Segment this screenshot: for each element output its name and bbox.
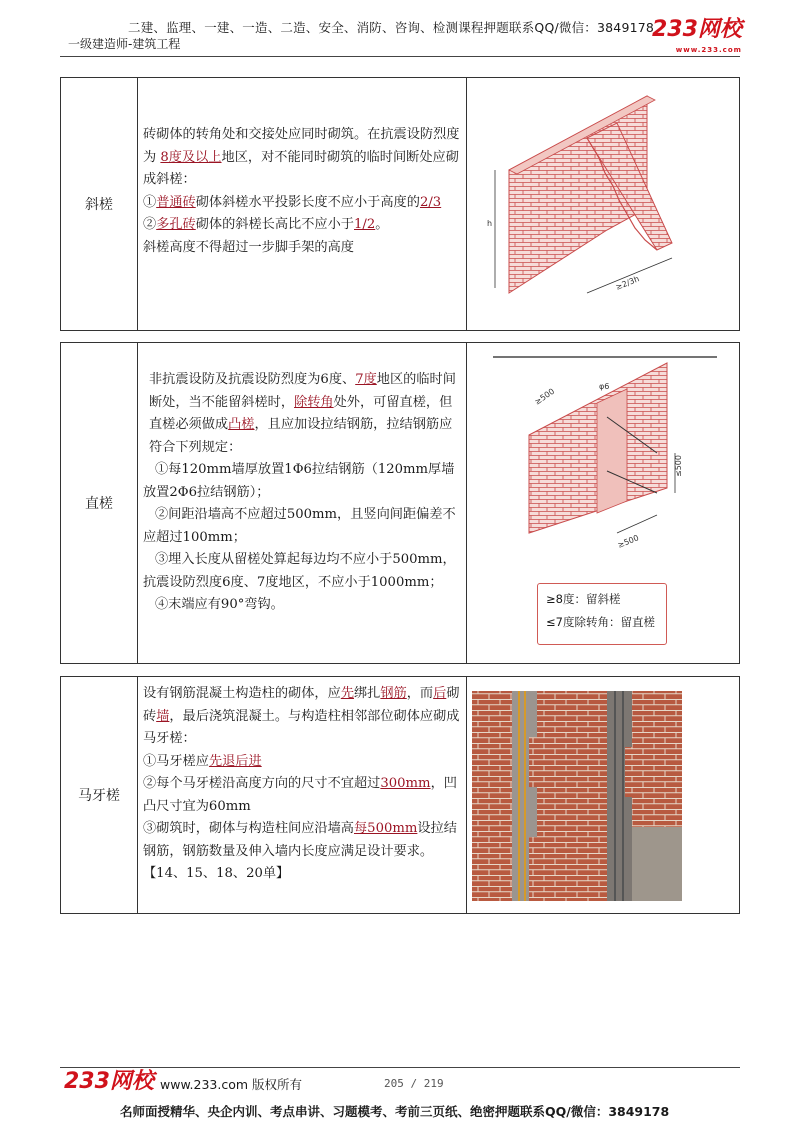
row-label: 直槎: [61, 343, 138, 663]
paragraph: [143, 683, 460, 751]
footer-site: www.233.com 版权所有: [160, 1077, 302, 1092]
text-run: 砖砌体的转角处和交接处应同时砌筑。在抗震设防烈度为: [143, 127, 460, 165]
paragraph: 斜槎高度不得超过一步脚手架的高度: [143, 239, 354, 255]
header-logo: [652, 17, 742, 60]
text-run: 设有钢筋混凝土构造柱的砌体，应: [143, 686, 341, 701]
highlight: 凸槎: [228, 417, 255, 432]
note-scroll: [537, 583, 667, 645]
text-run: 砌体的斜槎长高比不应小于: [195, 217, 354, 232]
paragraph: [143, 124, 460, 192]
page-number: 205 / 219: [384, 1077, 444, 1090]
row-label: 马牙槎: [61, 677, 138, 913]
table-row-xiecha: [60, 77, 740, 331]
highlight: 普通砖: [156, 194, 196, 210]
highlight: 每500mm: [354, 821, 418, 836]
row-text: [137, 343, 467, 663]
text-run: 处外，可留直槎，但直槎必须做成: [149, 394, 453, 432]
dim-side-label: ≤500: [674, 455, 683, 477]
highlight: 先: [340, 686, 354, 701]
header-subject: 一级建造师-建筑工程: [68, 37, 181, 51]
list-item: [143, 818, 460, 886]
list-item: ③埋入长度从留槎处算起每边均不应小于500mm，抗震设防烈度6度、7度地区，不应小于1000mm；: [143, 552, 456, 590]
text-run: 地区，对不能同时砌筑的临时间断处应砌成斜槎：: [143, 149, 459, 187]
note-line: ≤7度除转角：留直槎: [546, 615, 655, 629]
highlight: 墙: [156, 708, 170, 724]
list-item: [143, 751, 460, 774]
rebar-label: φ6: [599, 382, 610, 391]
footer-contact-line: 名师面授精华、央企内训、考点串讲、习题模考、考前三页纸、绝密押题联系QQ/微信：3849178: [120, 1104, 670, 1119]
row-label: 斜槎: [61, 78, 138, 330]
list-item: ②间距沿墙高不应超过500mm，且竖向间距偏差不应超过100mm；: [143, 507, 456, 545]
text-run: ①: [143, 194, 157, 210]
paragraph: [143, 369, 460, 459]
row-figure: [467, 78, 739, 330]
header-contact-line: 二建、监理、一建、一造、二造、安全、消防、咨询、检测课程押题联系QQ/微信：3849178: [128, 20, 655, 35]
highlight: 300mm: [380, 776, 431, 791]
list-item: [143, 214, 460, 237]
dim-h-label: h: [487, 219, 493, 228]
highlight: 2/3: [419, 194, 442, 210]
highlight: 后: [433, 686, 447, 701]
highlight: 先退后进: [208, 753, 262, 769]
list-item: ①每120mm墙厚放置1Φ6拉结钢筋（120mm厚墙放置2Φ6拉结钢筋）；: [143, 462, 455, 500]
text-run: 设拉结钢筋，钢筋数量及伸入墙内长度应满足设计要求。【14、15、18、20单】: [143, 821, 457, 881]
text-run: 地区的临时间断处，当不能留斜槎时，: [149, 372, 456, 410]
note-line: ≥8度：留斜槎: [546, 592, 621, 606]
dim-bottom-label: ≥500: [616, 533, 641, 550]
dim-top-label: ≥500: [532, 386, 557, 407]
header-logo-text: 233网校: [652, 17, 742, 42]
row-text: [137, 78, 467, 330]
row-figure: [467, 343, 739, 663]
list-item: ④末端应有90°弯钩。: [155, 597, 284, 612]
brick-toothing-diagram: [467, 343, 737, 573]
highlight: 1/2: [354, 217, 376, 232]
footer-divider: [60, 1067, 740, 1068]
header-divider: [60, 56, 740, 57]
list-item: [143, 192, 460, 215]
highlight: 8度及以上: [160, 149, 222, 165]
footer-logo: 233网校: [64, 1069, 154, 1094]
text-run: ，最后浇筑混凝土。与构造柱相邻部位砌体应砌成马牙槎：: [143, 708, 460, 746]
text-run: 非抗震设防及抗震设防烈度为6度、: [149, 372, 356, 387]
highlight: 除转角: [294, 394, 334, 410]
text-run: 。: [375, 217, 389, 232]
text-run: ③砌筑时，砌体与构造柱间应沿墙高: [143, 821, 354, 836]
highlight: 多孔砖: [156, 217, 196, 232]
text-run: ②: [143, 217, 157, 232]
highlight: 7度: [355, 372, 377, 387]
row-text: [137, 677, 467, 913]
table-row-mayacha: [60, 676, 740, 914]
brick-column-photo: [467, 677, 737, 912]
dim-rake-label: ≥2/3h: [614, 274, 641, 292]
brick-rake-diagram: [467, 78, 737, 329]
text-run: ，而: [406, 686, 434, 701]
text-run: ，凹凸尺寸宜为60mm: [143, 776, 457, 814]
text-run: 绑扎: [354, 686, 381, 701]
list-item: [143, 773, 460, 818]
header-logo-sub: www.233.com: [675, 46, 742, 54]
table-row-zhicha: [60, 342, 740, 664]
text-run: ②每个马牙槎沿高度方向的尺寸不宜超过: [143, 776, 381, 791]
text-run: 砌砖: [143, 686, 460, 724]
text-run: ①马牙槎应: [143, 753, 209, 769]
text-run: 砌体斜槎水平投影长度不应小于高度的: [195, 194, 420, 210]
text-run: ，且应加设拉结钢筋，拉结钢筋应符合下列规定：: [149, 417, 453, 455]
highlight: 钢筋: [380, 686, 407, 701]
row-figure: [467, 677, 739, 913]
toothing: [597, 389, 627, 513]
